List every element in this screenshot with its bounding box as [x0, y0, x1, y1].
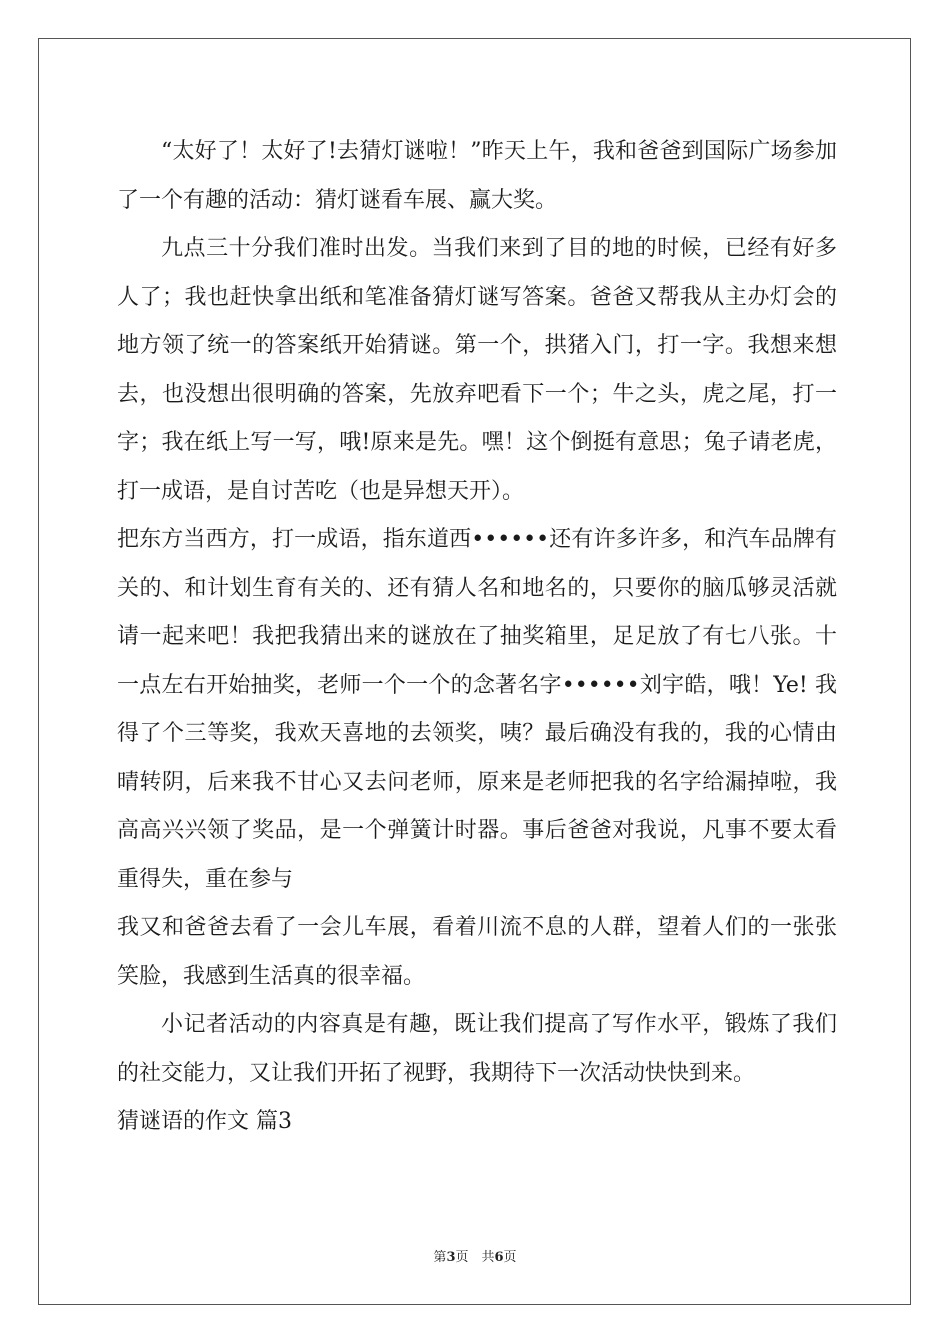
document-body	[117, 128, 837, 1147]
section-heading: 猜谜语的作文 篇3	[117, 1109, 292, 1134]
footer-total-pages: 6	[494, 1250, 504, 1265]
footer-current-page: 3	[446, 1250, 456, 1265]
page-footer	[0, 1246, 950, 1265]
footer-prefix: 第	[433, 1250, 447, 1265]
footer-middle: 页 共	[455, 1250, 495, 1265]
paragraph-1: “太好了！太好了!去猜灯谜啦！”昨天上午，我和爸爸到国际广场参加了一个有趣的活动：猜灯谜看车展、赢大奖。	[117, 139, 837, 213]
paragraph-5: 小记者活动的内容真是有趣，既让我们提高了写作水平，锻炼了我们的社交能力，又让我们开拓了视野，我期待下一次活动快快到来。	[117, 1012, 837, 1086]
footer-suffix: 页	[503, 1250, 517, 1265]
paragraph-2: 九点三十分我们准时出发。当我们来到了目的地的时候，已经有好多人了；我也赶快拿出纸和笔准备猜灯谜写答案。爸爸又帮我从主办灯会的地方领了统一的答案纸开始猜谜。第一个，拱猪入门，打一字。我想来想去，也没想出很明确的答案，先放弃吧看下一个；牛之头，虎之尾，打一字；我在纸上写一写，哦!原来是先。嘿！这个倒挺有意思；兔子请老虎，打一成语，是自讨苦吃（也是异想天开）。	[117, 236, 837, 504]
paragraph-4: 我又和爸爸去看了一会儿车展，看着川流不息的人群，望着人们的一张张笑脸，我感到生活真的很幸福。	[117, 915, 837, 989]
paragraph-3: 把东方当西方，打一成语，指东道西••••••还有许多许多，和汽车品牌有关的、和计划生育有关的、还有猜人名和地名的，只要你的脑瓜够灵活就请一起来吧！我把我猜出来的谜放在了抽奖箱里，足足放了有七八张。十一点左右开始抽奖，老师一个一个的念著名字••••••刘宇皓，哦！Ye! 我得了个三等奖，我欢天喜地的去领奖，咦？最后确没有我的，我的心情由晴转阴，后来我不甘心又去问老师，原来是老师把我的名字给漏掉啦，我高高兴兴领了奖品，是一个弹簧计时器。事后爸爸对我说，凡事不要太看重得失，重在参与	[117, 527, 837, 892]
